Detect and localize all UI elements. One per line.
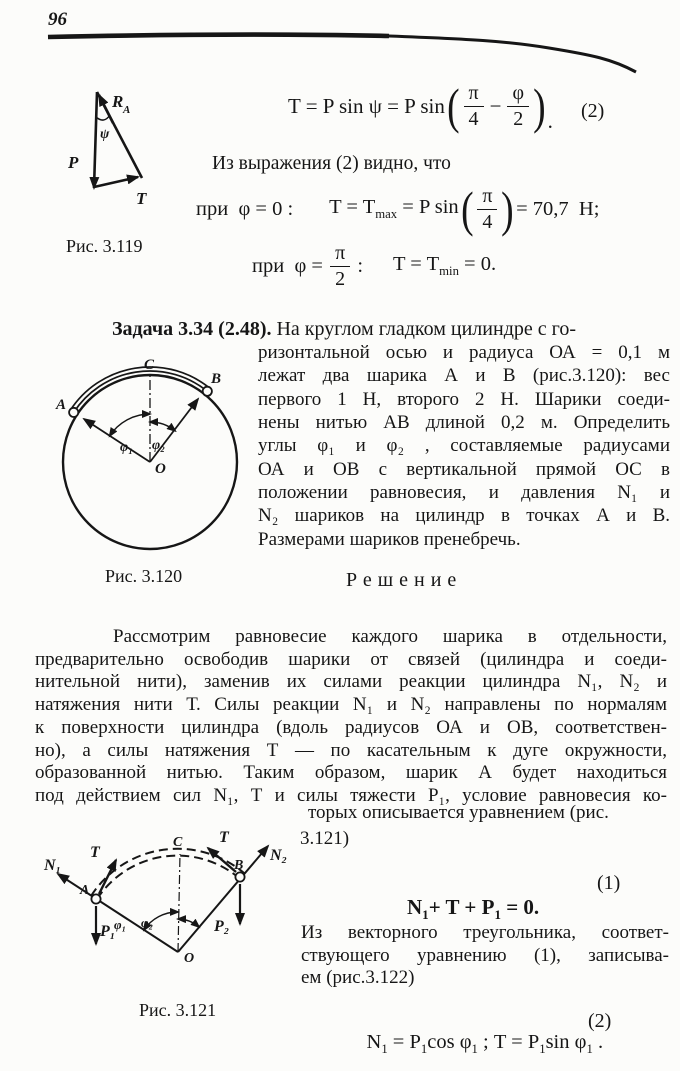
case2-colon: : — [352, 254, 364, 277]
angle-phi2-arc — [178, 919, 199, 927]
solution-line: образованной нитью. Таким образом, шарик А будет находиться — [35, 762, 667, 784]
label-b: B — [234, 858, 244, 873]
page-number: 96 — [48, 9, 67, 30]
radius-oa — [84, 419, 150, 462]
problem-line: Размерами шариков пренебречь. — [258, 529, 521, 550]
figure-3-119-caption: Рис. 3.119 — [66, 236, 143, 256]
close-paren: ) — [533, 77, 546, 134]
case1-rhs: = 70,7 Н; — [516, 197, 600, 220]
fraction-pi-4: $\frac{\pi}{4}$ — [477, 185, 497, 233]
label-p2: P₂ — [214, 918, 230, 935]
close-paren: ) — [501, 180, 514, 237]
case2-group: $T = T_{min} = 0$. — [393, 252, 497, 279]
label-phi2: φ₂ — [141, 915, 154, 930]
problem-line: нены нитью АВ длиной 0,2 м. Определить — [258, 412, 670, 433]
label-phi1: φ₁ — [120, 440, 134, 455]
label-phi2: φ₂ — [152, 438, 166, 453]
label-a: A — [80, 883, 90, 898]
fraction-pi-4: $\frac{\pi}{4}$ — [464, 82, 484, 130]
formula-top-tag: (2) — [581, 100, 605, 122]
axis-oc — [178, 854, 180, 952]
label-o: O — [184, 951, 195, 966]
solution-right-line: ствующего уравнению (1), записыва- — [301, 945, 669, 966]
equation-1: $N_1+ T + P_1 = 0$. — [407, 895, 540, 923]
label-c: C — [173, 835, 183, 850]
formula-top-end: . — [547, 109, 553, 133]
observation-line: Из выражения (2) видно, что — [212, 153, 451, 174]
fraction-phi-2: $\frac{\varphi}{2}$ — [507, 82, 529, 130]
equation-2: $N_1 = P_1\cos$ $\varphi_1$ ; $T = P_1\sin$ $\varphi_1$ . — [366, 1031, 604, 1057]
problem-line: положении равновесия, и давления N₁ и — [258, 482, 670, 503]
solution-line: Рассмотрим равновесие каждого шарика в отдельности, — [113, 626, 667, 647]
label-a: A — [56, 397, 67, 413]
label-ra-sub: A — [123, 104, 131, 116]
solution-line: предварительно освободив шарики от связей (цилиндра и соеди- — [35, 648, 667, 670]
label-phi1: φ₁ — [114, 917, 127, 932]
force-t-at-a — [99, 860, 116, 894]
problem-line: ОА и ОВ с вертикальной прямой ОС в — [258, 459, 670, 480]
minus-op: − — [489, 93, 502, 118]
figure-3-120-caption: Рис. 3.120 — [105, 566, 183, 586]
force-t-at-b — [208, 848, 236, 872]
vector-p — [94, 92, 97, 188]
solution-line: к поверхности цилиндра (вдоль радиусов ОА и ОВ, соответствен- — [35, 716, 667, 738]
case2-cond: при φ = — [252, 254, 329, 277]
case-phi-pi2 — [252, 241, 496, 291]
case1-group: $T = T_{max} = P$ sin — [329, 195, 459, 222]
angle-psi-arc — [96, 115, 110, 120]
label-n2: N₂ — [270, 847, 288, 864]
solution-line: но), а силы натяжения Т — по касательным к дуге окружности, — [35, 739, 667, 761]
thread-arc-inner — [74, 371, 208, 412]
solution-heading: Решение — [346, 569, 463, 591]
equation-1-tag: (1) — [597, 872, 621, 894]
header-rule — [44, 26, 668, 80]
label-t: T — [136, 189, 147, 208]
problem-line: N₂ шариков на цилиндр в точках А и В. — [258, 505, 670, 526]
formula-top-lhs: T = P sin ψ = P sin — [288, 93, 445, 118]
problem-intro: На круглом гладком цилиндре с го- — [271, 318, 576, 340]
solution-line: натяжения нити Т. Силы реакции N₁ и N₂ направлены по нормалям — [35, 694, 667, 716]
open-paren: ( — [460, 180, 474, 237]
figure-3-121 — [36, 824, 336, 1009]
solution-wrap-line: 3.121) — [300, 828, 350, 849]
vector-t — [94, 177, 138, 187]
solution-right-line: Из векторного треугольника, соответ- — [301, 922, 669, 943]
problem-title-line — [112, 318, 576, 341]
open-paren: ( — [446, 77, 460, 134]
ball-b — [203, 387, 212, 396]
label-t-left: T — [90, 844, 100, 861]
label-p: P — [68, 153, 79, 172]
case1-cond: при φ = 0 : — [196, 197, 294, 220]
label-o: O — [155, 461, 166, 477]
problem-line: лежат два шарика А и В (рис.3.120): вес — [258, 365, 670, 386]
label-t-right: T — [219, 829, 229, 846]
thread-arc-outer — [70, 367, 210, 410]
ball-b — [235, 872, 244, 881]
figure-3-121-caption: Рис. 3.121 — [139, 1000, 217, 1020]
ball-a — [91, 894, 100, 903]
label-n1: N₁ — [44, 857, 62, 874]
angle-phi2-arc — [150, 422, 175, 431]
label-p1: P₁ — [100, 923, 116, 940]
problem-line: углы φ₁ и φ₂ , составляемые радиусами — [258, 435, 670, 456]
problem-line: ризонтальной осью и радиуса ОА = 0,1 м — [258, 342, 670, 363]
fraction-pi-2: $\frac{\pi}{2}$ — [330, 242, 350, 290]
label-c: C — [144, 357, 155, 373]
equation-2-tag: (2) — [588, 1010, 612, 1032]
angle-phi1-arc — [110, 414, 150, 436]
case-phi-0 — [196, 180, 600, 237]
problem-number: Задача 3.34 (2.48). — [112, 318, 272, 340]
solution-right-line: ем (рис.3.122) — [301, 967, 415, 988]
solution-wrap-line: торых описывается уравнением (рис. — [308, 802, 609, 823]
thread-arc-inner — [97, 856, 239, 899]
solution-line: под действием сил N₁, Т и силы тяжести Р₁, условие равновесия ко- — [35, 784, 667, 806]
ball-a — [69, 408, 78, 417]
label-psi: ψ — [100, 127, 110, 142]
problem-line: первого 1 Н, второго 2 Н. Шарики соеди- — [258, 389, 670, 410]
figure-3-120 — [40, 356, 260, 568]
force-n1 — [58, 874, 178, 952]
label-ra: R — [112, 92, 124, 111]
formula-top — [288, 78, 553, 134]
figure-3-119 — [56, 82, 196, 222]
label-b: B — [211, 371, 222, 387]
solution-line: нительной нити), заменив их силами реакции цилиндра N₁, N₂ и — [35, 671, 667, 693]
